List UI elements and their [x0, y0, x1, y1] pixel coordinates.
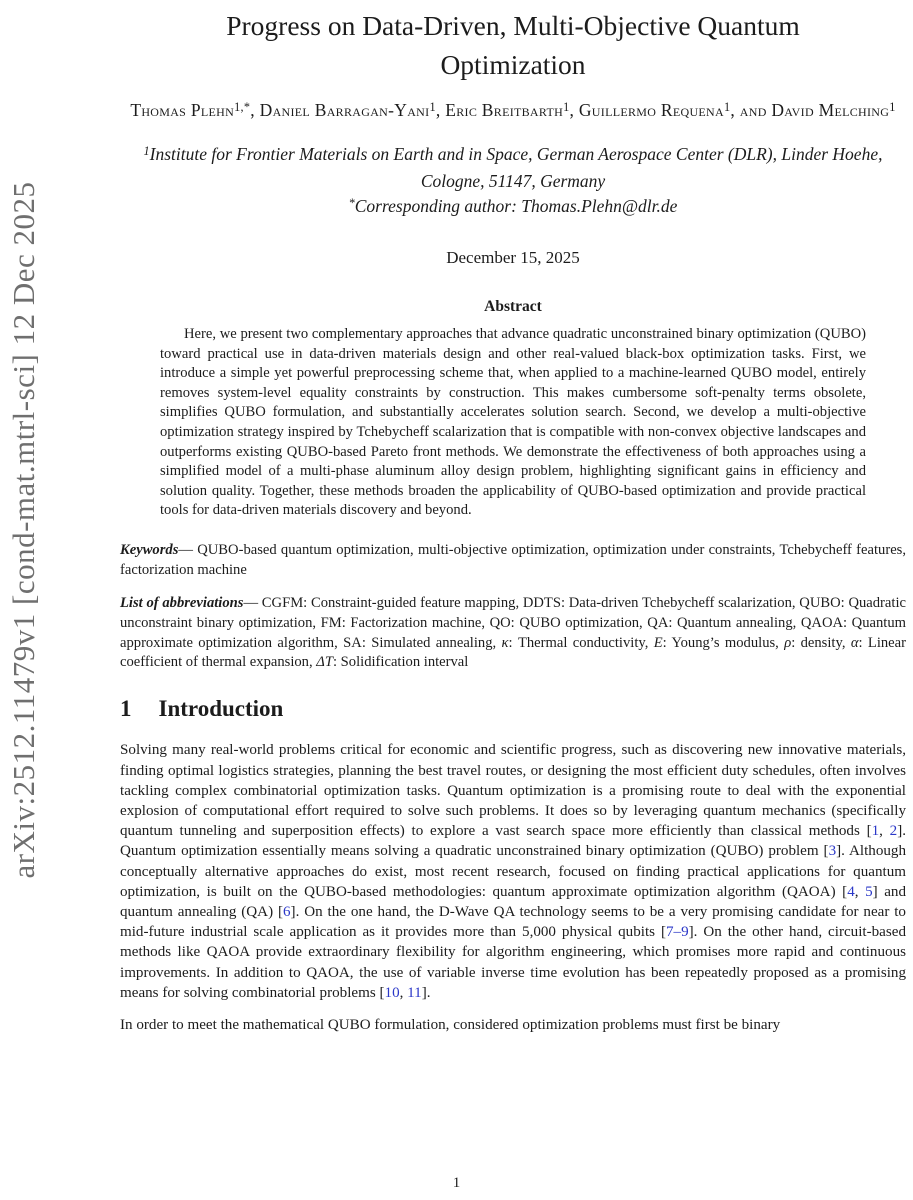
affiliation-block	[120, 142, 906, 221]
text-segment: *	[348, 195, 355, 210]
text-segment: 1	[563, 99, 570, 114]
text-segment: : density,	[791, 634, 851, 651]
text-segment: : Thermal conductivity,	[508, 634, 654, 651]
citation-link[interactable]: 10	[384, 984, 400, 1001]
affiliation-line	[120, 142, 906, 194]
arxiv-watermark: arXiv:2512.11479v1 [cond-mat.mtrl-sci] 12 Dec 2025	[6, 181, 41, 879]
text-segment: E	[653, 634, 663, 651]
text-segment: List of abbreviations	[120, 594, 244, 611]
text-segment: : Young’s modulus,	[662, 634, 785, 651]
text-segment: 1	[143, 143, 150, 158]
text-segment: ]. On the one hand, the D-Wave QA technology seems to be a very promising candidate for near to mid-future industrial scale application as it provides more than 5,000 physical qubits [	[120, 904, 906, 941]
text-segment: : Solidification interval	[332, 654, 469, 671]
abstract-heading: Abstract	[484, 298, 542, 315]
text-segment: 1	[429, 99, 436, 114]
publication-date: December 15, 2025	[446, 248, 580, 267]
author-list	[120, 98, 906, 125]
text-segment: ,	[399, 984, 408, 1001]
corresponding-author-line	[120, 194, 906, 221]
text-segment: Thomas Plehn	[130, 100, 235, 120]
citation-link[interactable]: 1	[871, 823, 880, 840]
paper-title	[120, 6, 906, 84]
paper-content	[120, 0, 906, 1035]
text-segment: , Eric Breitbarth	[435, 100, 564, 120]
text-segment: α	[850, 634, 859, 651]
text-segment: — CGFM: Constraint-guided feature mapping, DDTS: Data-driven Tchebycheff scalarization, QUBO: Quadratic unconstraint binary optimization, FM: Factorization machine, QO: QUBO optimization, QA: Quantum annealing, QAOA: Quantum approximate optimization algorithm, SA: Simulated annealing,	[120, 594, 906, 651]
text-segment: , Guillermo Requena	[569, 100, 724, 120]
paper-title-line-1: Progress on Data-Driven, Multi-Objective Quantum	[226, 10, 800, 41]
introduction-paragraph-1	[120, 740, 906, 1003]
text-segment: : Linear coefficient of thermal expansion,	[120, 634, 906, 671]
text-segment: Keywords	[120, 541, 179, 558]
citation-link[interactable]: 6	[283, 904, 291, 920]
section-number: 1	[120, 696, 132, 722]
citation-link[interactable]: 3	[828, 843, 837, 860]
keywords-paragraph	[120, 541, 906, 581]
text-segment: ].	[421, 984, 431, 1001]
text-segment: 1	[723, 99, 731, 114]
text-segment: ΔT	[316, 654, 333, 671]
section-title: Introduction	[158, 696, 284, 722]
text-segment: κ	[501, 634, 509, 651]
citation-link[interactable]: 7–9	[665, 924, 689, 941]
text-segment: ,	[879, 823, 890, 840]
text-segment: ρ	[784, 634, 792, 651]
text-segment: — QUBO-based quantum optimization, multi-objective optimization, optimization under constraints, Tchebycheff features, factorization machine	[120, 541, 906, 578]
citation-link[interactable]: 11	[407, 984, 422, 1001]
text-segment: ]. Although conceptually alternative approaches do exist, most recent research, focused on finding practical applications for quantum optimization, is built on the QUBO-based methodologies: quantum approximate optimization algorithm (QAOA) [	[120, 843, 907, 900]
introduction-paragraph-2: In order to meet the mathematical QUBO formulation, considered optimization problems must first be binary	[120, 1017, 781, 1034]
page-number: 1	[452, 1175, 461, 1191]
text-segment: Corresponding author: Thomas.Plehn@dlr.de	[354, 196, 678, 216]
section-1-heading	[120, 694, 906, 724]
text-segment: ] and quantum annealing (QA) [	[120, 883, 907, 920]
text-segment: 1	[889, 99, 896, 114]
text-segment: Institute for Frontier Materials on Earth and in Space, German Aerospace Center (DLR), Linder Hoehe, Cologne, 51147, Germany	[149, 144, 883, 191]
text-segment: , Daniel Barragan-Yani	[250, 100, 430, 120]
citation-link[interactable]: 5	[865, 883, 873, 900]
text-segment: , and David Melching	[730, 100, 890, 120]
text-segment: ]. Quantum optimization essentially means solving a quadratic unconstrained binary optimization (QUBO) problem [	[120, 823, 906, 860]
abbreviations-paragraph	[120, 594, 906, 674]
text-segment: ,	[854, 883, 866, 900]
citation-link[interactable]: 4	[847, 883, 855, 900]
text-segment: Solving many real-world problems critical for economic and scientific progress, such as discovering new innovative materials, finding optimal logistics strategies, planning the best travel routes, or designing the most efficient duty schedules, often involves tackling complex combinatorial optimization tasks. Quantum optimization is a promising route to deal with the exponential explosion of computational effort required to solve such problems. It does so by leveraging quantum mechanics (specifically quantum tunneling and superposition effects) to explore a vast search space more efficiently than classical methods [	[120, 742, 906, 840]
citation-link[interactable]: 2	[889, 823, 898, 840]
text-segment: 1,*	[234, 99, 251, 114]
abstract-text: Here, we present two complementary approaches that advance quadratic unconstrained binary optimization (QUBO) toward practical use in data-driven materials design and other real-valued black-box optimization tasks. First, we introduce a simple yet powerful preprocessing scheme that, when applied to a machine-learned QUBO model, entirely removes system-level equality constraints by construction. This makes cumbersome soft-penalty terms obsolete, simplifies QUBO formulation, and substantially accelerates solution search. Second, we develop a multi-objective optimization strategy inspired by Tchebycheff scalarization that is compatible with non-convex objective landscapes and outperforms existing QUBO-based Pareto front methods. We demonstrate the effectiveness of both approaches using a simplified model of a multi-phase aluminum alloy design problem, highlighting significant gains in efficiency and solution quality. Together, these methods broaden the applicability of QUBO-based optimization and provide practical tools for data-driven materials discovery and beyond.	[160, 326, 866, 519]
text-segment: ]. On the other hand, circuit-based methods like QAOA provide extraordinary flexibility for algorithm engineering, which promises more rapid and continuous improvements. In addition to QAOA, the use of variable inverse time evolution has been repeatedly proposed as a promising means for solving combinatorial problems [	[120, 924, 906, 1001]
paper-title-line-2: Optimization	[440, 49, 586, 80]
